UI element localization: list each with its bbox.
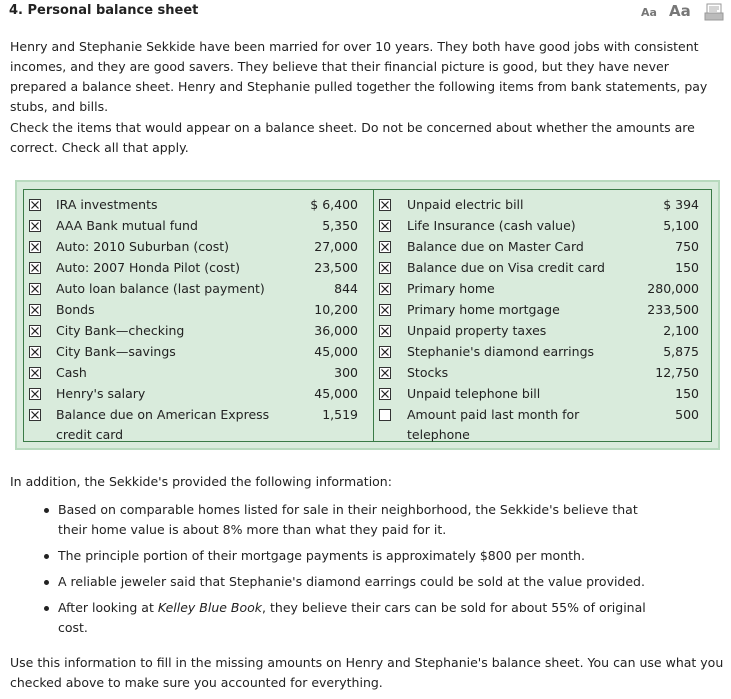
item-label: Auto: 2010 Suburban (cost): [56, 239, 230, 254]
item-checkbox[interactable]: [29, 262, 41, 274]
item-checkbox[interactable]: [29, 199, 41, 211]
item-checkbox[interactable]: [379, 367, 391, 379]
item-checkbox[interactable]: [29, 409, 41, 421]
item-checkbox[interactable]: [29, 367, 41, 379]
item-amount: 750: [675, 239, 699, 254]
bullet-icon: [44, 580, 49, 585]
check-x-icon: [380, 347, 390, 357]
item-label: AAA Bank mutual fund: [56, 218, 198, 233]
item-amount: 150: [675, 260, 699, 275]
item-checkbox[interactable]: [379, 346, 391, 358]
item-label: IRA investments: [56, 197, 158, 212]
bullet-text: The principle portion of their mortgage payments is approximately $800 per month.: [58, 548, 585, 563]
item-checkbox[interactable]: [379, 220, 391, 232]
check-x-icon: [380, 389, 390, 399]
table-row: [374, 215, 711, 236]
table-row: [24, 320, 373, 341]
info-list: [44, 500, 654, 644]
item-label: Balance due on Master Card: [407, 239, 584, 254]
item-label: Balance due on Visa credit card: [407, 260, 605, 275]
item-checkbox[interactable]: [29, 346, 41, 358]
check-x-icon: [380, 200, 390, 210]
check-x-icon: [380, 221, 390, 231]
bullet-text-pre: After looking at: [58, 600, 158, 615]
check-x-icon: [380, 284, 390, 294]
item-label: Primary home mortgage: [407, 302, 560, 317]
page-title: 4. Personal balance sheet: [9, 3, 199, 18]
print-icon[interactable]: [704, 3, 724, 21]
table-row: [374, 404, 711, 442]
item-checkbox[interactable]: [29, 283, 41, 295]
item-amount: 5,100: [663, 218, 699, 233]
item-label: City Bank—checking: [56, 323, 185, 338]
item-checkbox[interactable]: [379, 199, 391, 211]
table-row: [374, 257, 711, 278]
table-row: [24, 362, 373, 383]
table-row: [374, 194, 711, 215]
list-item: [44, 500, 654, 540]
final-paragraph: Use this information to fill in the missing amounts on Henry and Stephanie's balance sheet. You can use what you checked above to make sure you accounted for everything.: [10, 655, 724, 690]
item-amount: 500: [675, 407, 699, 422]
table-row: [24, 236, 373, 257]
table-row: [24, 299, 373, 320]
check-x-icon: [30, 221, 40, 231]
check-x-icon: [30, 200, 40, 210]
check-x-icon: [380, 263, 390, 273]
intro-paragraph: Henry and Stephanie Sekkide have been married for over 10 years. They both have good jobs with consistent incomes, and they are good savers. They believe that their financial picture is good, but they have never prepared a balance sheet. Henry and Stephanie pulled together the following items from bank statements, pay stubs, and bills.: [10, 39, 708, 114]
check-x-icon: [380, 242, 390, 252]
item-label: Bonds: [56, 302, 95, 317]
check-x-icon: [30, 284, 40, 294]
item-amount: 233,500: [647, 302, 699, 317]
item-label: Unpaid property taxes: [407, 323, 547, 338]
checklist-panel: [15, 180, 720, 450]
check-x-icon: [30, 305, 40, 315]
item-label: City Bank—savings: [56, 344, 176, 359]
item-amount: 280,000: [647, 281, 699, 296]
check-x-icon: [30, 263, 40, 273]
item-amount: 844: [334, 281, 358, 296]
item-amount: 23,500: [314, 260, 358, 275]
table-row: [374, 299, 711, 320]
check-x-icon: [30, 242, 40, 252]
font-size-small-button[interactable]: Aa: [641, 6, 657, 19]
item-label: Amount paid last month for: [407, 407, 580, 422]
item-label: Unpaid telephone bill: [407, 386, 541, 401]
item-checkbox[interactable]: [379, 388, 391, 400]
bullet-icon: [44, 606, 49, 611]
item-checkbox[interactable]: [29, 220, 41, 232]
item-checkbox[interactable]: [379, 241, 391, 253]
check-x-icon: [380, 326, 390, 336]
item-checkbox[interactable]: [379, 283, 391, 295]
item-label: Life Insurance (cash value): [407, 218, 576, 233]
item-label-continued: telephone: [407, 427, 470, 442]
item-checkbox[interactable]: [29, 325, 41, 337]
check-x-icon: [30, 326, 40, 336]
additional-info-intro: In addition, the Sekkide's provided the following information:: [10, 474, 392, 489]
table-row: [374, 278, 711, 299]
right-column: [374, 190, 711, 441]
item-amount: 2,100: [663, 323, 699, 338]
item-label: Cash: [56, 365, 87, 380]
item-label: Henry's salary: [56, 386, 146, 401]
table-row: [24, 404, 373, 442]
table-row: [24, 341, 373, 362]
item-label: Unpaid electric bill: [407, 197, 524, 212]
checklist-grid: [23, 189, 712, 442]
list-item: [44, 572, 654, 592]
check-x-icon: [380, 305, 390, 315]
item-amount: 1,519: [322, 407, 358, 422]
item-amount: $ 6,400: [310, 197, 358, 212]
item-label: Primary home: [407, 281, 495, 296]
bullet-text: A reliable jeweler said that Stephanie's diamond earrings could be sold at the value provided.: [58, 574, 645, 589]
item-checkbox[interactable]: [379, 409, 391, 421]
left-column: [24, 190, 373, 441]
item-amount: 27,000: [314, 239, 358, 254]
item-amount: 5,875: [663, 344, 699, 359]
item-amount: 10,200: [314, 302, 358, 317]
check-x-icon: [30, 389, 40, 399]
check-x-icon: [30, 347, 40, 357]
item-label: Stocks: [407, 365, 449, 380]
item-amount: 300: [334, 365, 358, 380]
table-row: [374, 320, 711, 341]
item-checkbox[interactable]: [379, 325, 391, 337]
table-row: [374, 383, 711, 404]
item-checkbox[interactable]: [29, 241, 41, 253]
check-x-icon: [30, 368, 40, 378]
table-row: [24, 215, 373, 236]
item-label: Auto: 2007 Honda Pilot (cost): [56, 260, 240, 275]
check-x-icon: [380, 368, 390, 378]
table-row: [374, 341, 711, 362]
item-amount: 45,000: [314, 386, 358, 401]
item-amount: 5,350: [322, 218, 358, 233]
item-checkbox[interactable]: [29, 388, 41, 400]
item-checkbox[interactable]: [29, 304, 41, 316]
instruction-text: Check the items that would appear on a balance sheet. Do not be concerned about whether the amounts are correct. Check all that apply.: [10, 120, 695, 155]
list-item: [44, 598, 654, 638]
bullet-icon: [44, 508, 49, 513]
table-row: [24, 278, 373, 299]
item-label: Auto loan balance (last payment): [56, 281, 265, 296]
item-checkbox[interactable]: [379, 262, 391, 274]
item-amount: 36,000: [314, 323, 358, 338]
table-row: [374, 362, 711, 383]
item-amount: $ 394: [663, 197, 699, 212]
item-amount: 45,000: [314, 344, 358, 359]
table-row: [24, 383, 373, 404]
bullet-text: Based on comparable homes listed for sale in their neighborhood, the Sekkide's believe that their home value is about 8% more than what they paid for it.: [58, 502, 638, 537]
table-row: [24, 194, 373, 215]
book-title: Kelley Blue Book: [157, 600, 263, 615]
item-amount: 150: [675, 386, 699, 401]
font-size-large-button[interactable]: Aa: [669, 2, 691, 20]
bullet-icon: [44, 554, 49, 559]
item-checkbox[interactable]: [379, 304, 391, 316]
table-row: [374, 236, 711, 257]
bullet-text-post: , they believe their cars can be sold for about 55% of original cost.: [58, 600, 646, 635]
check-x-icon: [30, 410, 40, 420]
item-label: Stephanie's diamond earrings: [407, 344, 595, 359]
item-amount: 12,750: [655, 365, 699, 380]
item-label: Balance due on American Express: [56, 407, 270, 422]
item-label-continued: credit card: [56, 427, 124, 442]
table-row: [24, 257, 373, 278]
list-item: [44, 546, 654, 566]
